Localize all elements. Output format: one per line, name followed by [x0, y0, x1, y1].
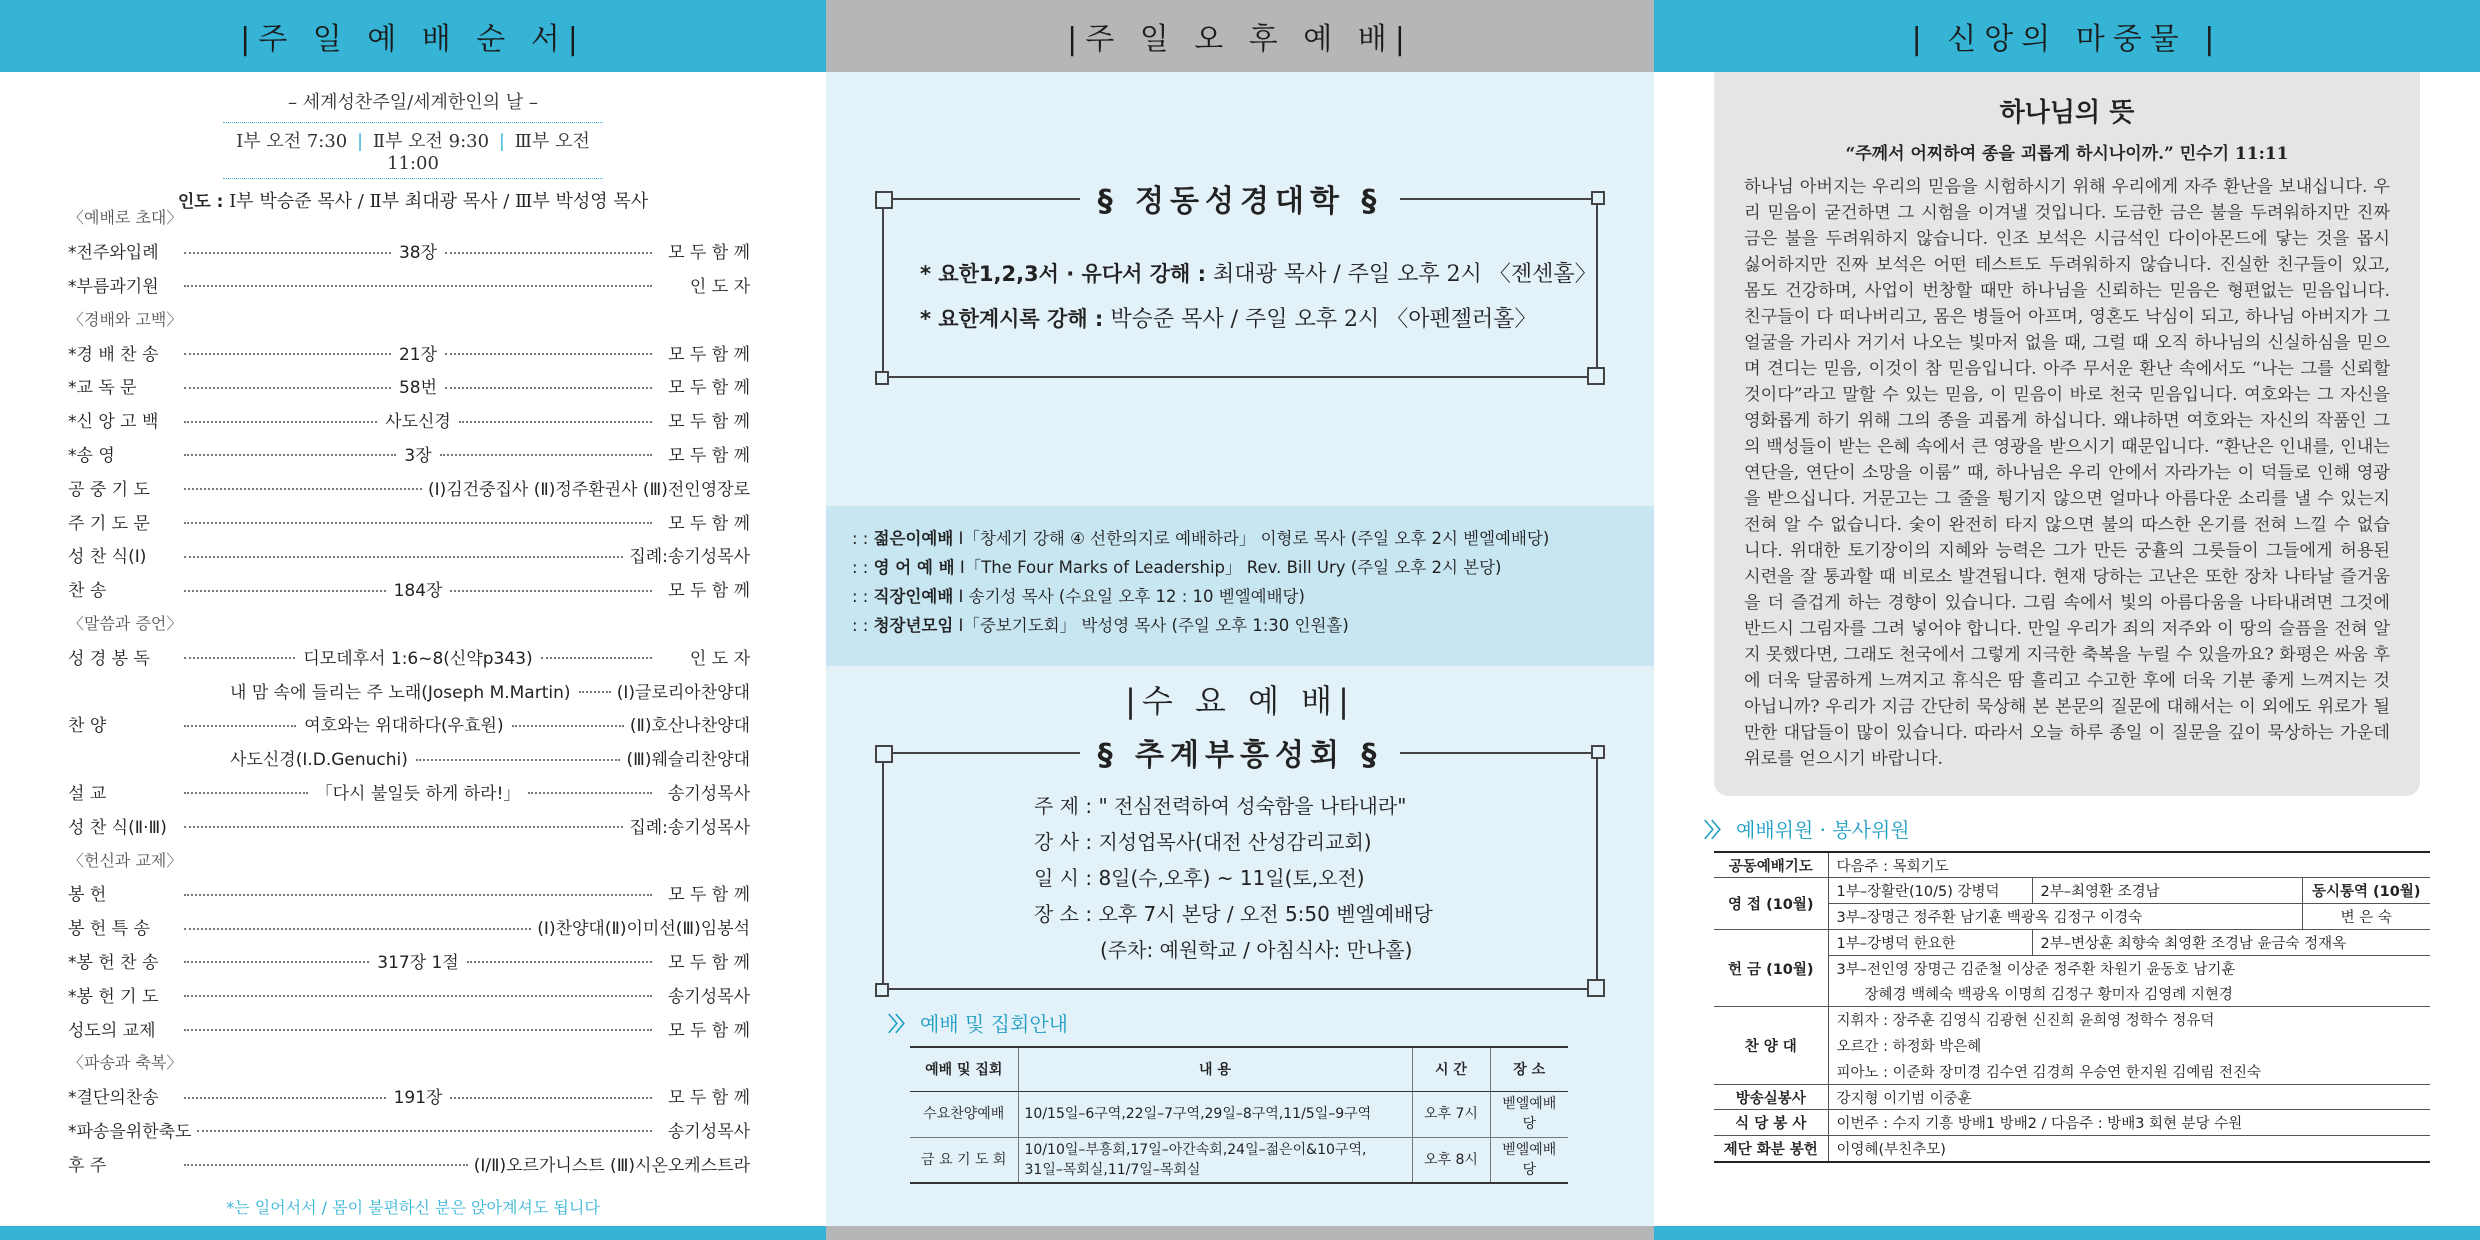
staff-names: 오르간 : 하정화 박은혜 — [1836, 1038, 1982, 1055]
faith-essay-panel — [1654, 0, 2480, 1240]
order-item — [68, 876, 750, 910]
staff-names: 장혜경 백혜숙 백광옥 이명희 김정구 황미자 김영례 지현경 — [1828, 981, 2430, 1007]
revival-place: 장 소 : 오후 7시 본당 / 오전 5:50 벧엘예배당 — [1034, 902, 1433, 926]
essay-body: 하나님 아버지는 우리의 믿음을 시험하시기 위해 우리에게 자주 환난을 보내십니다. 우리 믿음이 굳건하면 그 시험을 이겨낼 것입니다. 도금한 금은 불을 두려워하지만 진짜 금은 불을 두려워하지 않습니다. 인조 보석은 시금석인 다이아몬드에 닿는 것을 몹시 싫어하지만 진짜 보석은 어떤 테스트도 두려워하지 않습니다. 진실한 친구들이 있고, 몸도 건강하며, 사업이 번창할 때만 하나님을 신뢰하는 믿음은 형편없는 믿음입니다. 친구들이 다 떠나버리고, 몸은 병들어 아프며, 영혼도 낙심이 되고, 하나님 아버지가 그 얼굴을 가리사 거기서 나오는 빛마저 없을 때, 그럴 때 오직 하나님의 신실하심을 믿으며 견디는 믿음, 이것이 참 믿음입니다. 아주 무서운 환난 속에서도 “나는 그를 신뢰할 것이다”라고 말할 수 있는 믿음, 이 믿음이 바로 천국 믿음입니다. 여호와는 그 자신을 영화롭게 하기 위해 그의 종을 괴롭게 하십니다. 왜냐하면 여호와는 자신의 작품인 그의 백성들이 받는 은혜 속에서 큰 영광을 받으시기 때문입니다. “환난은 인내를, 인내는 연단을, 연단이 소망을 이룸” 때, 하나님은 우리 안에서 자라가는 이 덕들로 인해 영광을 받으십니다. 거문고는 그 줄을 튕기지 않으면 얼마나 아름다운 소리를 낼 수 있는지 전혀 알 수 없습니다. 숯이 완전히 타지 않으면 불의 따스한 온기를 전혀 느낄 수 없습니다. 위대한 토기장이의 지혜와 능력은 그가 만든 궁휼의 그릇들이 그들에게 허용된 시련을 잘 통과할 때 비로소 발견됩니다. 현재 당하는 고난은 또한 장차 나타날 즐거움을 더 즐겁게 하는 경향이 있습니다. 그림 속에서 빛의 아름다움을 나타내려면 그것에 반드시 그림자를 그려 넣어야 합니다. 만일 우리가 죄의 저주와 이 땅의 슬픔을 전혀 알지 못했다면, 그래도 천국에서 그렇게 지극한 축복을 누릴 수 있을까요? 화평은 싸움 후에 더욱 달콤하게 느껴지고 휴식은 땀 흘리고 수고한 후에 더욱 기분 좋게 느껴지는 것 아닙니까? 우리가 지금 간단히 묵상해 본 본문의 질문에 대해서는 이 외에도 위로가 될 만한 대답들이 많이 있습니다. 따라서 오늘 하루 종일 이 질문을 깊이 묵상하는 가운데 위로를 얻으시기 바랍니다. — [1744, 177, 2390, 769]
afternoon-services-band — [826, 506, 1654, 666]
order-item — [68, 944, 750, 978]
band-service-name: 청장년모임 — [873, 616, 954, 635]
order-item-detail: 191장 — [393, 1088, 443, 1109]
staff-title-text: 예배위원 · 봉사위원 — [1736, 818, 1910, 842]
band-service-name: 젊은이예배 — [873, 529, 954, 548]
essay-title: 하나님의 뜻 — [1999, 98, 2135, 128]
staff-names: 3부–장명근 정주환 남기훈 백광옥 김정구 이경숙 — [1828, 904, 2302, 930]
band-service-name: 직장인예배 — [873, 587, 954, 606]
staff-names: 이번주 : 수지 기흥 방배1 방배2 / 다음주 : 방배3 회현 분당 수원 — [1828, 1110, 2430, 1136]
dot-leader — [450, 1097, 652, 1099]
order-item — [68, 369, 750, 403]
dot-leader — [528, 792, 652, 794]
staff-names: 다음주 : 목회기도 — [1828, 852, 2430, 878]
section-label: 〈파송과 축복〉 — [68, 1053, 183, 1073]
band-prefix: : : — [852, 616, 874, 635]
guide-cell: 수요찬양예배 — [910, 1091, 1018, 1137]
revival-speaker: 강 사 : 지성업목사(대전 산성감리교회) — [1034, 830, 1372, 854]
chevron-right-icon: 〉〉 — [888, 1012, 912, 1036]
order-item-detail: 38장 — [398, 243, 438, 264]
bible-college-title-text: § 정동성경대학 § — [1080, 184, 1401, 219]
order-item-responsible: 모 두 함 께 — [668, 1020, 750, 1041]
order-item-responsible: (Ⅰ)김건중집사 (Ⅱ)정주환권사 (Ⅲ)전인영장로 — [427, 479, 750, 500]
dot-leader — [184, 387, 391, 389]
essay-verse: “주께서 어찌하여 종을 괴롭게 하시나이까.” 민수기 11:11 — [1845, 144, 2289, 164]
order-item-responsible: 모 두 함 께 — [668, 581, 750, 602]
dot-leader — [184, 285, 652, 287]
dot-leader — [184, 590, 386, 592]
band-prefix: : : — [852, 558, 874, 577]
order-item-detail: 사도신경 — [385, 412, 451, 433]
section-label: 〈말씀과 증언〉 — [68, 613, 183, 633]
time-separator: | — [357, 131, 364, 152]
band-service-detail: I「중보기도회」 박성영 목사 (주일 오후 1:30 인원홀) — [953, 616, 1349, 635]
staff-names: 1부–강병덕 한요한 — [1828, 929, 2032, 955]
band-prefix: : : — [852, 529, 874, 548]
band-prefix: : : — [852, 587, 874, 606]
order-item-responsible: (Ⅰ/Ⅱ)오르가니스트 (Ⅲ)시온오케스트라 — [473, 1155, 750, 1176]
band-line — [852, 611, 1654, 640]
order-item — [68, 1079, 750, 1113]
order-item — [68, 639, 750, 673]
order-item-responsible: 모 두 함 께 — [668, 885, 750, 906]
leaders-names: Ⅰ부 박승준 목사 / Ⅱ부 최대광 목사 / Ⅲ부 박성영 목사 — [229, 191, 649, 212]
guide-section-title — [888, 1008, 1068, 1037]
order-item-name: *교 독 문 — [68, 378, 137, 399]
order-item-detail: 「다시 불일듯 하게 하라!」 — [315, 783, 521, 804]
order-item-responsible: 집례:송기성목사 — [629, 817, 750, 838]
study-line-detail: 박승준 목사 / 주일 오후 2시 〈아펜젤러홀〉 — [1103, 307, 1537, 332]
guide-cell: 금 요 기 도 회 — [910, 1137, 1018, 1183]
table-row — [1714, 878, 2430, 904]
table-row — [1714, 1007, 2430, 1033]
order-item-responsible: 모 두 함 께 — [668, 445, 750, 466]
order-item — [68, 1011, 750, 1045]
dot-leader — [579, 691, 611, 693]
dot-leader — [450, 590, 652, 592]
order-of-worship-list — [68, 200, 750, 1180]
staff-names: 2부–최영환 조경남 — [2032, 878, 2302, 904]
worship-order-header: |주 일 예 배 순 서| — [0, 0, 826, 72]
order-item — [68, 741, 750, 775]
dot-leader — [541, 657, 652, 659]
guide-col-content: 내 용 — [1018, 1047, 1412, 1091]
dot-leader — [184, 961, 369, 963]
leaders-label: 인도 : — [177, 192, 224, 212]
bible-college-frame — [882, 184, 1598, 378]
order-item-name: 찬 송 — [68, 581, 107, 602]
order-item — [68, 910, 750, 944]
staff-names: 강지형 이기범 이중훈 — [1828, 1084, 2430, 1110]
staff-names: 변 은 숙 — [2302, 904, 2430, 930]
order-item-detail: 21장 — [398, 344, 438, 365]
order-item-name: 봉 헌 — [68, 885, 107, 906]
staff-role: 찬 양 대 — [1714, 1007, 1828, 1084]
order-item-responsible: (Ⅱ)호산나찬양대 — [629, 716, 751, 737]
dot-leader — [184, 353, 391, 355]
essay-box — [1714, 72, 2420, 796]
dot-leader — [416, 759, 621, 761]
guide-col-place: 장 소 — [1490, 1047, 1568, 1091]
order-item-name: 봉 헌 특 송 — [68, 919, 150, 940]
guide-cell: 10/10일–부흥회,17일–아간속회,24일–젊은이&10구역, 31일–목회실,11/7일–목회실 — [1018, 1137, 1412, 1183]
standing-note: *는 일어서서 / 몸이 불편하신 분은 앉아계셔도 됩니다 — [226, 1198, 600, 1217]
order-item — [68, 808, 750, 842]
order-item — [68, 977, 750, 1011]
order-item-responsible: (Ⅲ)웨슬리찬양대 — [626, 750, 750, 771]
order-item-responsible: (Ⅰ)찬양대(Ⅱ)이미선(Ⅲ)임봉석 — [537, 919, 750, 940]
study-line-title: * 요한1,2,3서 · 유다서 강해 : — [920, 262, 1206, 286]
bible-college-lines — [920, 252, 1597, 342]
order-item — [68, 538, 750, 572]
table-row — [910, 1137, 1568, 1183]
dot-leader — [184, 928, 531, 930]
order-item-name: 찬 양 — [68, 716, 107, 737]
order-item-responsible: 모 두 함 께 — [668, 378, 750, 399]
revival-dates: 일 시 : 8일(수,오후) ~ 11일(토,오전) — [1034, 866, 1365, 890]
table-row — [910, 1091, 1568, 1137]
order-item-responsible: 송기성목사 — [667, 986, 750, 1007]
order-item-name: 공 중 기 도 — [68, 479, 150, 500]
time-separator: | — [498, 131, 505, 152]
section-label: 〈경배와 고백〉 — [68, 309, 183, 329]
revival-frame — [882, 738, 1598, 990]
order-item-name: *봉 헌 기 도 — [68, 986, 159, 1007]
band-service-detail: I 송기성 목사 (수요일 오후 12 : 10 벧엘예배당) — [953, 587, 1305, 606]
order-item-name: 성 찬 식(Ⅰ) — [68, 547, 147, 568]
order-item — [68, 1146, 750, 1180]
order-section-heading — [68, 1045, 750, 1079]
bottom-bar — [1654, 1226, 2480, 1240]
order-section-heading — [68, 301, 750, 335]
guide-cell: 오후 7시 — [1412, 1091, 1490, 1137]
order-item-detail: 디모데후서 1:6~8(신약p343) — [303, 648, 533, 669]
dot-leader — [184, 252, 391, 254]
order-item-name: 성도의 교제 — [68, 1020, 156, 1041]
order-item-responsible: 송기성목사 — [667, 1121, 750, 1142]
guide-col-time: 시 간 — [1412, 1047, 1490, 1091]
guide-col-service: 예배 및 집회 — [910, 1047, 1018, 1091]
bottom-bar — [826, 1226, 1654, 1240]
service-time-1: Ⅰ부 오전 7:30 — [236, 131, 348, 152]
dot-leader — [184, 894, 652, 896]
revival-parking: (주차: 예원학교 / 아침식사: 만나홀) — [1100, 938, 1413, 962]
table-row — [1714, 1136, 2430, 1162]
order-item — [68, 335, 750, 369]
order-item — [68, 437, 750, 471]
order-item — [68, 1113, 750, 1147]
dot-leader — [184, 657, 295, 659]
order-item-name: *송 영 — [68, 445, 115, 466]
dot-leader — [445, 387, 652, 389]
section-label: 〈헌신과 교제〉 — [68, 850, 183, 870]
order-section-heading — [68, 842, 750, 876]
study-line — [920, 252, 1597, 297]
order-item — [68, 403, 750, 437]
chevron-right-icon: 〉〉 — [1704, 818, 1728, 842]
order-item-name: *파송을위한축도 — [68, 1121, 192, 1142]
order-item-detail: 58번 — [398, 378, 438, 399]
table-row — [1714, 852, 2430, 878]
dot-leader — [197, 1130, 652, 1132]
guide-cell: 벧엘예배당 — [1490, 1137, 1568, 1183]
band-line — [852, 524, 1654, 553]
table-row — [1714, 929, 2430, 955]
guide-table-header — [910, 1047, 1568, 1091]
order-item-name: *전주와입례 — [68, 243, 159, 264]
band-service-name: 영 어 예 배 — [873, 558, 955, 577]
dot-leader — [184, 1097, 386, 1099]
staff-names: 이영혜(부친추모) — [1828, 1136, 2430, 1162]
dot-leader — [184, 488, 422, 490]
staff-names: 2부–변상훈 최향숙 최영환 조경남 윤금숙 정재옥 — [2032, 929, 2430, 955]
dot-leader — [184, 995, 652, 997]
dot-leader — [459, 421, 652, 423]
order-item-responsible: 인 도 자 — [689, 648, 750, 669]
dot-leader — [445, 252, 652, 254]
band-service-detail: I「The Four Marks of Leadership」 Rev. Bill Ury (주일 오후 2시 본당) — [954, 558, 1502, 577]
order-item-name: *신 앙 고 백 — [68, 412, 159, 433]
table-row — [1714, 1084, 2430, 1110]
staff-role: 헌 금 (10월) — [1714, 929, 1828, 1006]
order-item-detail: 여호와는 위대하다(우효원) — [304, 716, 504, 737]
order-section-heading — [68, 606, 750, 640]
table-row — [1714, 1110, 2430, 1136]
order-item — [68, 268, 750, 302]
service-time-2: Ⅱ부 오전 9:30 — [372, 131, 490, 152]
staff-section-title — [1704, 814, 1910, 843]
order-item — [68, 572, 750, 606]
dot-leader — [184, 725, 296, 727]
order-item — [68, 775, 750, 809]
dot-leader — [184, 522, 652, 524]
order-item — [68, 504, 750, 538]
staff-names: 지휘자 : 장주훈 김영식 김광현 신진희 윤희영 정학수 정유덕 — [1828, 1007, 2430, 1033]
guide-table — [910, 1046, 1568, 1184]
dot-leader — [467, 961, 652, 963]
order-item-responsible: 송기성목사 — [667, 783, 751, 804]
order-item-name: *결단의찬송 — [68, 1088, 159, 1109]
order-item-name: 후 주 — [68, 1155, 107, 1176]
order-item-detail: 사도신경(I.D.Genuchi) — [230, 750, 408, 771]
dot-leader — [440, 454, 652, 456]
service-times — [223, 122, 603, 179]
order-item-name: 성 찬 식(Ⅱ·Ⅲ) — [68, 817, 167, 838]
wednesday-worship-title: |수 요 예 배| — [1125, 682, 1355, 720]
guide-cell: 오후 8시 — [1412, 1137, 1490, 1183]
dot-leader — [184, 826, 623, 828]
bottom-bar — [0, 1226, 826, 1240]
staff-names: 피아노 : 이준화 장미경 김수연 김경희 우승연 한지원 김예림 전진숙 — [1828, 1058, 2430, 1084]
order-item-name: *봉 헌 찬 송 — [68, 952, 159, 973]
revival-title-text: § 추계부흥성회 § — [1080, 738, 1401, 773]
order-item-responsible: 집례:송기성목사 — [629, 547, 750, 568]
guide-title-text: 예배 및 집회안내 — [920, 1012, 1068, 1036]
order-item — [68, 470, 750, 504]
worship-order-panel — [0, 0, 826, 1240]
order-item-name: *경 배 찬 송 — [68, 344, 159, 365]
revival-theme: 주 제 : " 전심전력하여 성숙함을 나타내라" — [1034, 794, 1407, 818]
order-item — [68, 234, 750, 268]
guide-cell: 벧엘예배당 — [1490, 1091, 1568, 1137]
band-line — [852, 553, 1654, 582]
revival-details — [1034, 788, 1433, 968]
dot-leader — [184, 421, 377, 423]
order-item — [68, 673, 750, 707]
afternoon-worship-panel — [826, 0, 1654, 1240]
section-label: 〈예배로 초대〉 — [68, 208, 183, 228]
order-item — [68, 707, 750, 741]
staff-role: 식 당 봉 사 — [1714, 1110, 1828, 1136]
order-item-detail: 317장 1절 — [377, 952, 459, 973]
order-item-responsible: 모 두 함 께 — [668, 344, 750, 365]
revival-title — [884, 730, 1596, 774]
dot-leader — [184, 1164, 468, 1166]
band-service-detail: I「창세기 강해 ④ 선한의지로 예배하라」 이형로 목사 (주일 오후 2시 벧엘예배당) — [953, 529, 1550, 548]
staff-role: 공동예배기도 — [1714, 852, 1828, 878]
dot-leader — [184, 556, 623, 558]
order-item-detail: 184장 — [393, 581, 443, 602]
order-item-detail: 내 맘 속에 들리는 주 노래(Joseph M.Martin) — [230, 682, 571, 703]
order-section-heading — [68, 200, 750, 234]
order-item-name: 설 교 — [68, 783, 107, 804]
service-time-3: Ⅲ부 오전 11:00 — [387, 131, 590, 174]
dot-leader — [512, 725, 624, 727]
order-item-responsible: 모 두 함 께 — [668, 412, 751, 433]
faith-essay-header: | 신앙의 마중물 | — [1654, 0, 2480, 72]
band-line — [852, 582, 1654, 611]
staff-role: 동시통역 (10월) — [2302, 878, 2430, 904]
dot-leader — [445, 353, 652, 355]
order-item-name: 주 기 도 문 — [68, 513, 150, 534]
afternoon-worship-header: |주 일 오 후 예 배| — [826, 0, 1654, 72]
study-line-detail: 최대광 목사 / 주일 오후 2시 〈젠센홀〉 — [1206, 262, 1597, 287]
staff-role: 방송실봉사 — [1714, 1084, 1828, 1110]
staff-names: 1부–장활란(10/5) 강병덕 — [1828, 878, 2032, 904]
order-item-name: 성 경 봉 독 — [68, 648, 150, 669]
staff-role: 제단 화분 봉헌 — [1714, 1136, 1828, 1162]
dot-leader — [184, 1029, 652, 1031]
dot-leader — [184, 792, 308, 794]
order-item-name: *부름과기원 — [68, 276, 159, 297]
order-item-responsible: 모 두 함 께 — [668, 243, 750, 264]
order-item-responsible: 인 도 자 — [689, 276, 750, 297]
order-item-responsible: 모 두 함 께 — [668, 513, 750, 534]
order-item-detail: 3장 — [404, 445, 432, 466]
study-line — [920, 297, 1597, 342]
guide-cell: 10/15일–6구역,22일–7구역,29일–8구역,11/5일–9구역 — [1018, 1091, 1412, 1137]
study-line-title: * 요한계시록 강해 : — [920, 307, 1104, 331]
staff-role: 영 접 (10월) — [1714, 878, 1828, 930]
staff-names: 3부–전인영 장명근 김준철 이상준 정주환 차원기 윤동호 남기훈 — [1828, 955, 2430, 981]
order-item-responsible: (Ⅰ)글로리아찬양대 — [616, 682, 750, 703]
order-item-responsible: 모 두 함 께 — [668, 952, 751, 973]
order-item-responsible: 모 두 함 께 — [668, 1088, 750, 1109]
staff-table — [1714, 851, 2430, 1163]
dot-leader — [184, 454, 396, 456]
sunday-subtitle: – 세계성찬주일/세계한인의 날 – — [288, 92, 538, 113]
bible-college-title — [884, 176, 1596, 220]
